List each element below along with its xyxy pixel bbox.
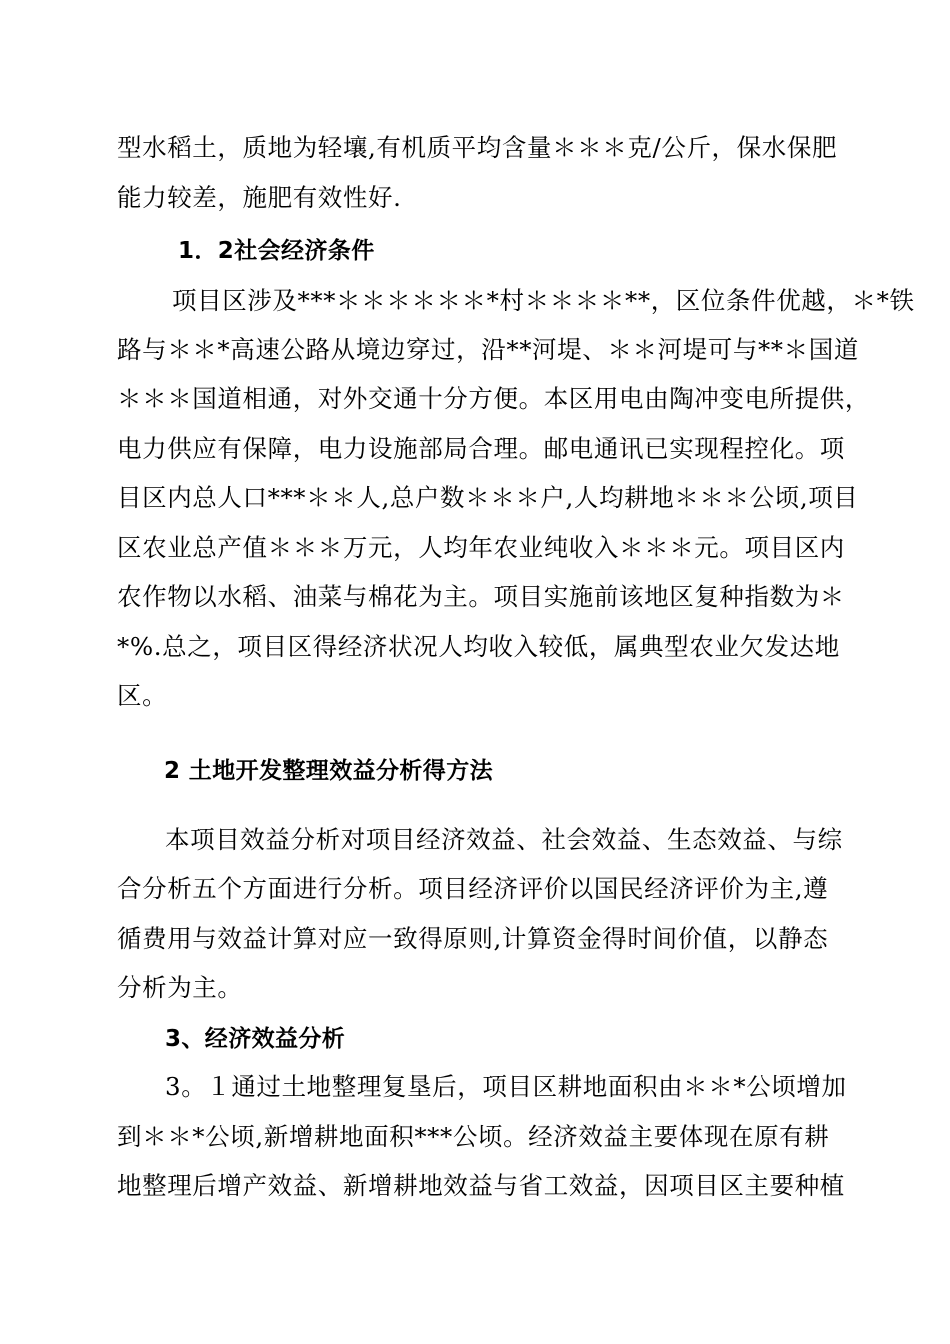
text-line: 电力供应有保障，电力设施部局合理。邮电通讯已实现程控化。项 — [117, 434, 845, 463]
text-line: 本项目效益分析对项目经济效益、社会效益、生态效益、与综 — [165, 825, 843, 854]
text-line: 合分析五个方面进行分析。项目经济评价以国民经济评价为主,遵 — [117, 874, 829, 903]
section-heading: 3、经济效益分析 — [165, 1026, 346, 1052]
text-line: 区农业总产值＊＊＊万元，人均年农业纯收入＊＊＊元。项目区内 — [117, 533, 845, 562]
text-line: 3。１通过土地整理复垦后，项目区耕地面积由＊＊*公顷增加 — [165, 1072, 847, 1101]
text-line: 地整理后增产效益、新增耕地效益与省工效益，因项目区主要种植 — [117, 1171, 845, 1200]
text-line: ＊＊＊国道相通，对外交通十分方便。本区用电由陶冲变电所提供， — [117, 384, 870, 413]
text-line: 到＊＊*公顷,新增耕地面积***公顷。经济效益主要体现在原有耕 — [117, 1122, 830, 1151]
text-line: 区。 — [117, 681, 168, 710]
text-line: 目区内总人口***＊＊人,总户数＊＊＊户,人均耕地＊＊＊公顷,项目 — [117, 483, 859, 512]
text-line: 分析为主。 — [117, 973, 243, 1002]
section-heading: 2 土地开发整理效益分析得方法 — [164, 758, 494, 784]
text-line: 循费用与效益计算对应一致得原则,计算资金得时间价值，以静态 — [117, 924, 829, 953]
text-line: 型水稻土，质地为轻壤,有机质平均含量＊＊＊克/公斤，保水保肥 — [117, 133, 838, 162]
text-line: 路与＊＊*高速公路从境边穿过，沿**河堤、＊＊河堤可与**＊国道 — [117, 335, 859, 364]
section-heading: 1．2社会经济条件 — [178, 238, 375, 264]
text-line: *%.总之，项目区得经济状况人均收入较低，属典型农业欠发达地 — [117, 632, 840, 661]
text-line: 能力较差，施肥有效性好. — [117, 183, 402, 212]
text-line: 项目区涉及***＊＊＊＊＊＊*村＊＊＊＊**，区位条件优越，＊*铁 — [172, 286, 915, 315]
text-line: 农作物以水稻、油菜与棉花为主。项目实施前该地区复种指数为＊ — [117, 582, 845, 611]
